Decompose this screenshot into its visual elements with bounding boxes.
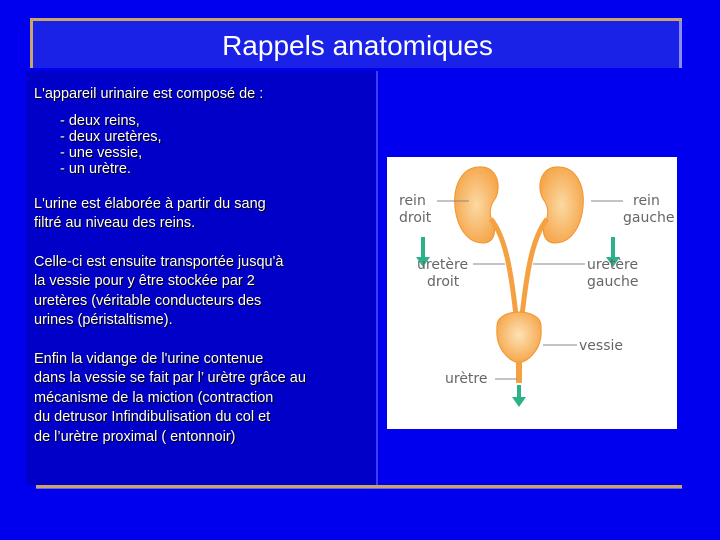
label-rein-droit-1: rein	[399, 193, 426, 209]
rein-gauche-shape	[540, 167, 583, 243]
rein-droit-shape	[455, 167, 498, 243]
label-uretere-gauche-2: gauche	[587, 274, 639, 290]
paragraph-miction: Enfin la vidange de l'urine contenue dans la vessie se fait par l’ urètre grâce au mécanisme de la miction (contraction du detrusor Infindibulisation du col et de l’urètre proximal ( entonnoir)	[34, 350, 306, 445]
intro-text: L'appareil urinaire est composé de :	[34, 86, 264, 102]
bottom-rule-shadow	[36, 488, 682, 489]
urinary-system-diagram	[387, 157, 677, 429]
paragraph-filtration: L'urine est élaborée à partir du sang filtré au niveau des reins.	[34, 195, 266, 231]
body-text	[34, 85, 379, 447]
label-uretere-droit-2: droit	[427, 274, 460, 290]
slide-title: Rappels anatomiques	[222, 30, 493, 61]
label-rein-gauche-1: rein	[633, 193, 660, 209]
label-uretere-gauche-1: uretère	[587, 257, 639, 273]
vessie-shape	[497, 312, 541, 363]
organ-list	[60, 113, 379, 177]
list-item: - un urètre.	[60, 160, 131, 177]
label-rein-droit-2: droit	[399, 210, 432, 226]
label-uretre: urètre	[445, 371, 488, 387]
title-bar	[30, 18, 682, 68]
paragraph-transport: Celle-ci est ensuite transportée jusqu'à la vessie pour y être stockée par 2 uretères (véritable conducteurs des urines (péristaltisme).	[34, 253, 284, 328]
list-item: - deux uretères,	[60, 128, 162, 145]
uretere-droit-shape	[491, 219, 517, 325]
label-vessie: vessie	[579, 338, 623, 354]
list-item: - une vessie,	[60, 144, 143, 161]
uretere-gauche-shape	[521, 219, 547, 325]
uretre-shape	[516, 361, 522, 383]
label-uretere-droit-1: uretère	[417, 257, 469, 273]
label-rein-gauche-2: gauche	[623, 210, 675, 226]
urinary-system-figure	[387, 157, 677, 429]
list-item: - deux reins,	[60, 112, 140, 129]
